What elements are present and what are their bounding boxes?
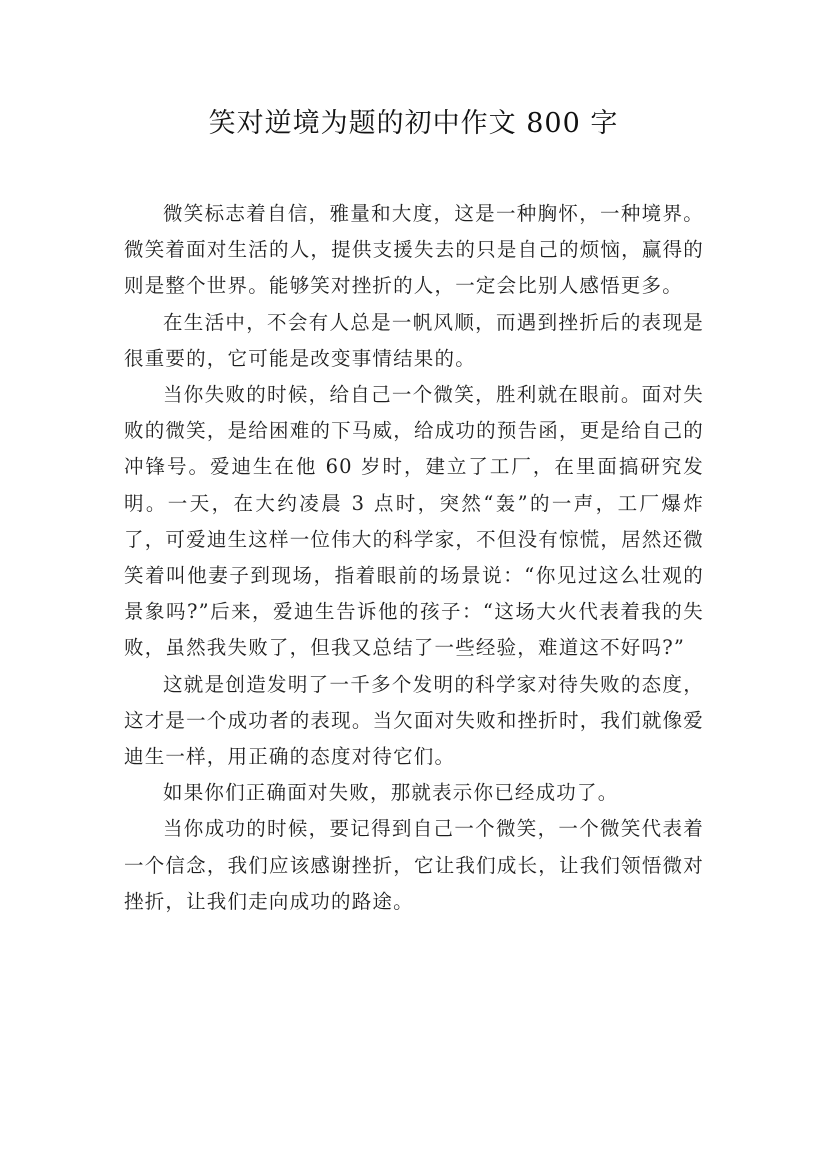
paragraph: 当你失败的时候，给自己一个微笑，胜利就在眼前。面对失败的微笑，是给困难的下马威，给成功的预告函，更是给自己的冲锋号。爱迪生在他 60 岁时，建立了工厂，在里面搞研究发明。一天，在大约凌晨 3 点时，突然“轰”的一声，工厂爆炸了，可爱迪生这样一位伟大的科学家，不但没有惊慌，居然还微笑着叫他妻子到现场，指着眼前的场景说：“你见过这么壮观的景象吗?”后来，爱迪生告诉他的孩子：“这场大火代表着我的失败，虽然我失败了，但我又总结了一些经验，难道这不好吗?” <box>124 383 704 660</box>
paragraph: 这就是创造发明了一千多个发明的科学家对待失败的态度，这才是一个成功者的表现。当欠面对失败和挫折时，我们就像爱迪生一样，用正确的态度对待它们。 <box>124 672 704 769</box>
paragraph: 在生活中，不会有人总是一帆风顺，而遇到挫折后的表现是很重要的，它可能是改变事情结果的。 <box>124 310 704 370</box>
paragraph: 当你成功的时候，要记得到自己一个微笑，一个微笑代表着一个信念，我们应该感谢挫折，它让我们成长，让我们领悟微对挫折，让我们走向成功的路途。 <box>124 817 704 913</box>
essay-body <box>124 196 704 920</box>
paragraph: 如果你们正确面对失败，那就表示你已经成功了。 <box>163 781 619 805</box>
paragraph: 微笑标志着自信，雅量和大度，这是一种胸怀，一种境界。微笑着面对生活的人，提供支援失去的只是自己的烦恼，赢得的则是整个世界。能够笑对挫折的人，一定会比别人感悟更多。 <box>124 202 704 298</box>
page-title: 笑对逆境为题的初中作文 800 字 <box>208 108 619 139</box>
